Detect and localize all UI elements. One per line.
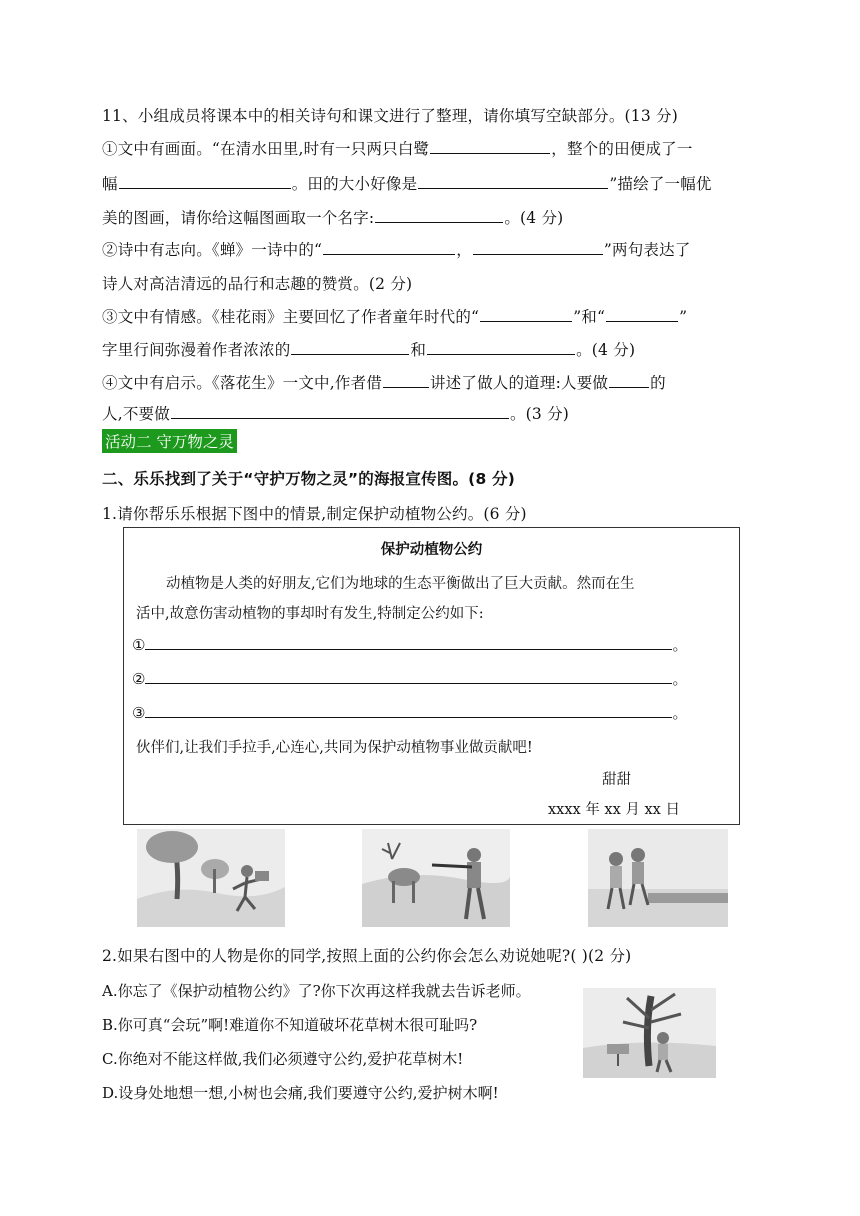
option-a[interactable]: A.你忘了《保护动植物公约》了?你下次再这样我就去告诉老师。 xyxy=(102,982,531,1000)
convention-paragraph-2: 活中,故意伤害动植物的事却时有发生,特制定公约如下: xyxy=(136,606,484,622)
answer-blank[interactable] xyxy=(606,320,678,322)
q11-line3 xyxy=(102,206,563,228)
q11-text: 。(4 分) xyxy=(576,341,636,359)
q11-line2 xyxy=(102,172,712,194)
q11-text: ，整个的田便成了一 xyxy=(551,140,693,158)
answer-blank[interactable] xyxy=(418,187,608,189)
q11-text: 字里行间弥漫着作者浓浓的 xyxy=(102,341,291,359)
q11-text: 幅 xyxy=(102,175,118,193)
q11-text: 讲述了做人的道理:人要做 xyxy=(429,374,609,392)
section2-title: 二、乐乐找到了关于“守护万物之灵”的海报宣传图。(8 分) xyxy=(102,470,516,488)
illustration-hunter-deer xyxy=(362,829,510,927)
answer-blank[interactable] xyxy=(480,320,572,322)
option-d[interactable]: D.设身处地想一想,小树也会痛,我们要遵守公约,爱护树木啊! xyxy=(102,1084,499,1102)
q1-title: 1.请你帮乐乐根据下图中的情景,制定保护动植物公约。(6 分) xyxy=(102,505,527,523)
convention-signature: 甜甜 xyxy=(602,772,631,788)
answer-line[interactable] xyxy=(145,705,672,718)
convention-box xyxy=(123,527,740,825)
q11-text: ”两句表达了 xyxy=(603,241,691,259)
q11-text: 人,不要做 xyxy=(102,405,170,423)
q2-title: 2.如果右图中的人物是你的同学,按照上面的公约你会怎么劝说她呢?( )(2 分) xyxy=(102,947,632,965)
q11-line1 xyxy=(102,137,693,159)
q11-line9 xyxy=(102,402,569,424)
item-number: ③ xyxy=(132,704,146,722)
answer-line[interactable] xyxy=(145,637,672,650)
option-c[interactable]: C.你绝对不能这样做,我们必须遵守公约,爱护花草树木! xyxy=(102,1050,464,1068)
q11-line5: 诗人对高洁清远的品行和志趣的赞赏。(2 分) xyxy=(102,275,413,293)
activity-tag: 活动二 守万物之灵 xyxy=(102,429,237,453)
q11-text: ”描绘了一幅优 xyxy=(609,175,712,193)
end-mark: 。 xyxy=(672,704,688,722)
answer-blank[interactable] xyxy=(291,353,409,355)
q11-text: 。田的大小好像是 xyxy=(291,175,418,193)
end-mark: 。 xyxy=(672,636,688,654)
convention-paragraph-1: 动植物是人类的好朋友,它们为地球的生态平衡做出了巨大贡献。然而在生 xyxy=(166,576,635,592)
convention-closing: 伙伴们,让我们手拉手,心连心,共同为保护动植物事业做贡献吧! xyxy=(136,740,533,756)
q11-title: 11、小组成员将课本中的相关诗句和课文进行了整理，请你填写空缺部分。(13 分) xyxy=(102,107,678,125)
convention-date: xxxx 年 xx 月 xx 日 xyxy=(548,802,680,818)
q11-text: 美的图画，请你给这幅图画取一个名字: xyxy=(102,209,375,227)
end-mark: 。 xyxy=(672,670,688,688)
q11-text: ④文中有启示。《落花生》一文中,作者借 xyxy=(102,374,382,392)
q11-text: ②诗中有志向。《蝉》一诗中的“ xyxy=(102,241,323,259)
answer-blank[interactable] xyxy=(375,221,503,223)
q11-text: ， xyxy=(456,241,472,259)
illustration-girl-tree xyxy=(583,988,716,1078)
illustration-children-walking xyxy=(588,829,728,927)
answer-blank[interactable] xyxy=(323,253,455,255)
q11-text: 。(3 分) xyxy=(509,405,570,423)
convention-item-2 xyxy=(132,668,687,689)
answer-blank[interactable] xyxy=(119,187,291,189)
q11-line6 xyxy=(102,305,687,327)
item-number: ① xyxy=(132,636,146,654)
illustration-boy-plant xyxy=(137,829,285,927)
convention-item-3 xyxy=(132,702,687,723)
answer-blank[interactable] xyxy=(427,353,575,355)
q11-text: 。(4 分) xyxy=(504,209,564,227)
convention-item-1 xyxy=(132,634,687,655)
q11-text: ”和“ xyxy=(573,308,606,326)
q11-text: 和 xyxy=(410,341,427,359)
option-b[interactable]: B.你可真“会玩”啊!难道你不知道破坏花草树木很可耻吗? xyxy=(102,1016,478,1034)
q11-line8 xyxy=(102,371,666,393)
answer-blank[interactable] xyxy=(609,386,649,388)
q11-text: 的 xyxy=(650,374,666,392)
answer-blank[interactable] xyxy=(473,253,603,255)
q11-line4 xyxy=(102,238,691,260)
q11-text: ” xyxy=(679,308,688,326)
q11-line7 xyxy=(102,338,635,360)
item-number: ② xyxy=(132,670,146,688)
answer-line[interactable] xyxy=(145,671,672,684)
answer-blank[interactable] xyxy=(430,152,550,154)
q11-text: ①文中有画面。“在清水田里,时有一只两只白鹭 xyxy=(102,140,430,158)
answer-blank[interactable] xyxy=(171,417,509,419)
q11-text: ③文中有情感。《桂花雨》主要回忆了作者童年时代的“ xyxy=(102,308,480,326)
convention-title: 保护动植物公约 xyxy=(380,541,483,558)
answer-blank[interactable] xyxy=(383,386,429,388)
